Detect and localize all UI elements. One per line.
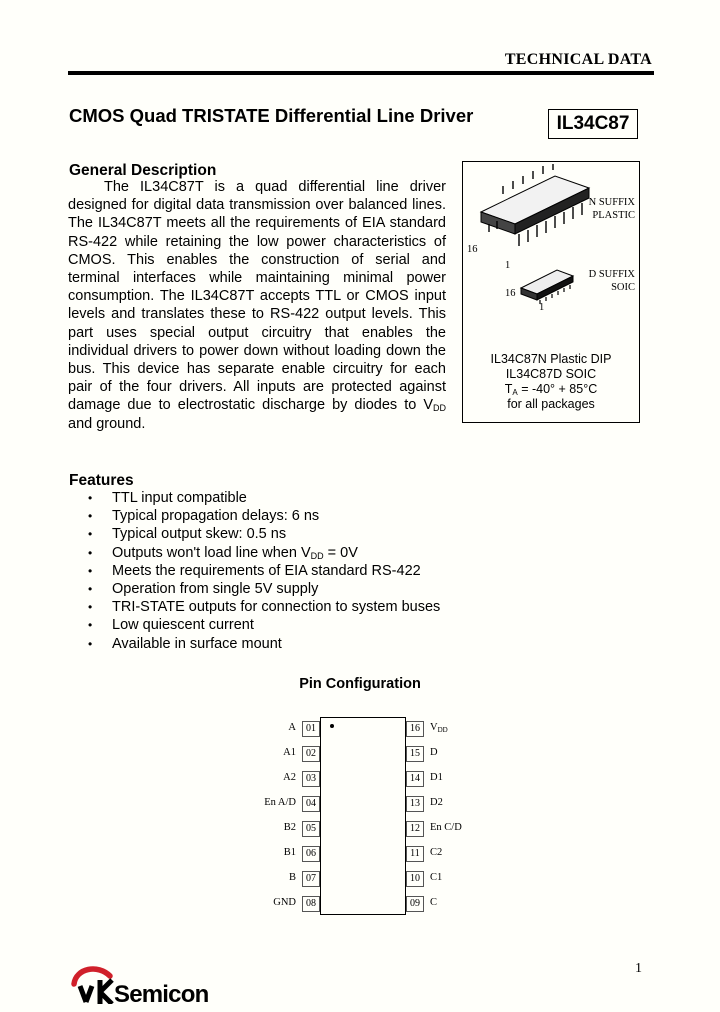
bullet-icon: • [88,545,93,560]
package-box [462,161,640,423]
temp-prefix: T [504,382,513,396]
bullet-icon: • [88,509,93,524]
pin-name-right: D1 [430,772,443,783]
pin-name-right: $V_{DD}$ [430,722,448,734]
bullet-icon: • [88,491,93,505]
pin-number-left: 08 [302,896,320,912]
pin-config-heading: Pin Configuration [299,676,421,692]
pin-name-right: En C/D [430,822,462,833]
order-dip: IL34C87N Plastic DIP [490,352,612,366]
soic-package-icon [521,270,573,304]
pin-name-right: C1 [430,872,443,883]
description-main: The IL34C87T is a quad differential line driver designed for digital data transmission over balanced lines. The IL34C87T meets all the requirements of EIA standard RS-422 while retaining the low power characteristics of CMOS. This enables the construction of serial and terminal interfaces while maintaining minimal power consumption. The IL34C87T accepts TTL or CMOS input levels and translates these to RS-422 output levels. This part uses special output circuitry that enables the individual drivers to power down without loading down the bus. This device has separate enable circuitry for each pair of the four drivers. All inputs are protected against damage due to electrostatic discharge by diodes to V [68,179,446,414]
d-suffix: D SUFFIX [588,269,635,280]
feature-item [88,598,440,616]
feature-item [88,616,440,634]
bullet-icon: • [88,636,93,651]
pin-name-left: A [288,722,296,733]
feature-text: Typical propagation delays: 6 ns [112,508,320,525]
pin-name-left: A2 [283,772,296,783]
feature-text: Meets the requirements of EIA standard RS-422 [112,562,421,579]
n-suffix: N SUFFIX [588,197,635,208]
d-type: SOIC [611,282,635,293]
logo-text: Semicon [114,981,209,1008]
pin-name-left: GND [273,897,296,908]
ic-chip-outline [320,717,406,915]
description-heading: General Description [69,162,217,179]
pin-number-left: 04 [302,796,320,812]
pin1-marker-icon [330,724,334,728]
pin-name-right: D2 [430,797,443,808]
pin-number-right: 14 [406,771,424,787]
feature-item [88,562,440,580]
feature-item [88,525,440,543]
pin-name-left: En A/D [264,797,296,808]
pin-name-right: C [430,897,438,908]
bullet-icon: • [88,618,93,633]
pin-number-right: 11 [406,846,424,862]
pin-number-left: 03 [302,771,320,787]
feature-text: Available in surface mount [112,635,282,652]
package-info [463,352,639,412]
part-number-box: IL34C87 [548,109,638,139]
page-number: 1 [635,961,642,976]
pin-name-left: B1 [283,847,296,858]
dip-pin16-label: 16 [467,244,478,255]
description-end: and ground. [68,415,146,432]
feature-text: Typical output skew: 0.5 ns [112,526,287,543]
pin-number-right: 12 [406,821,424,837]
d-suffix-label [589,268,635,294]
header-rule [68,71,654,75]
dip-package-icon [481,164,589,246]
feature-item [88,489,440,507]
pin-number-left: 02 [302,746,320,762]
bullet-icon: • [88,527,93,542]
feature-sub: DD [310,550,324,561]
features-list [88,489,440,653]
feature-text: TRI-STATE outputs for connection to system buses [112,599,441,616]
feature-text: Operation from single 5V supply [112,580,319,597]
description-text [68,178,446,433]
pin-number-left: 05 [302,821,320,837]
feature-item [88,544,440,562]
pin-number-right: 09 [406,896,424,912]
dip-pin1-label: 1 [505,260,511,271]
pin-name-left: B2 [283,822,296,833]
pin-name-left: B [288,872,296,883]
feature-item [88,507,440,525]
temp-value: = -40° + 85°C [517,382,598,396]
pin-number-right: 10 [406,871,424,887]
pin-name-left: A1 [283,747,296,758]
pin-name-sub: DD [437,726,448,734]
pin-number-left: 07 [302,871,320,887]
feature-item [88,580,440,598]
soic-pin1-label: 1 [539,302,545,313]
feature-item [88,635,440,653]
temp-sub: A [512,388,518,397]
document-title: CMOS Quad TRISTATE Differential Line Driver [69,105,474,126]
bullet-icon: • [88,600,93,615]
features-heading: Features [69,472,134,489]
soic-pin16-label: 16 [505,288,516,299]
pin-number-left: 01 [302,721,320,737]
package-note: for all packages [507,397,595,411]
pin-number-right: 15 [406,746,424,762]
feature-text-end: = 0V [323,544,358,561]
order-soic: IL34C87D SOIC [505,367,597,381]
feature-text: TTL input compatible [112,490,247,506]
temp-range [463,382,639,397]
bullet-icon: • [88,563,93,578]
feature-text: Outputs won't load line when V [112,544,311,561]
pin-name-right: D [430,747,438,758]
pin-number-right: 16 [406,721,424,737]
bullet-icon: • [88,581,93,596]
pin-number-left: 06 [302,846,320,862]
n-type: PLASTIC [592,210,635,221]
pin-number-right: 13 [406,796,424,812]
pin-name-right: C2 [430,847,443,858]
feature-text: Low quiescent current [112,617,254,634]
description-sub: DD [433,403,446,414]
header-title: TECHNICAL DATA [504,51,652,68]
n-suffix-label [589,196,635,222]
